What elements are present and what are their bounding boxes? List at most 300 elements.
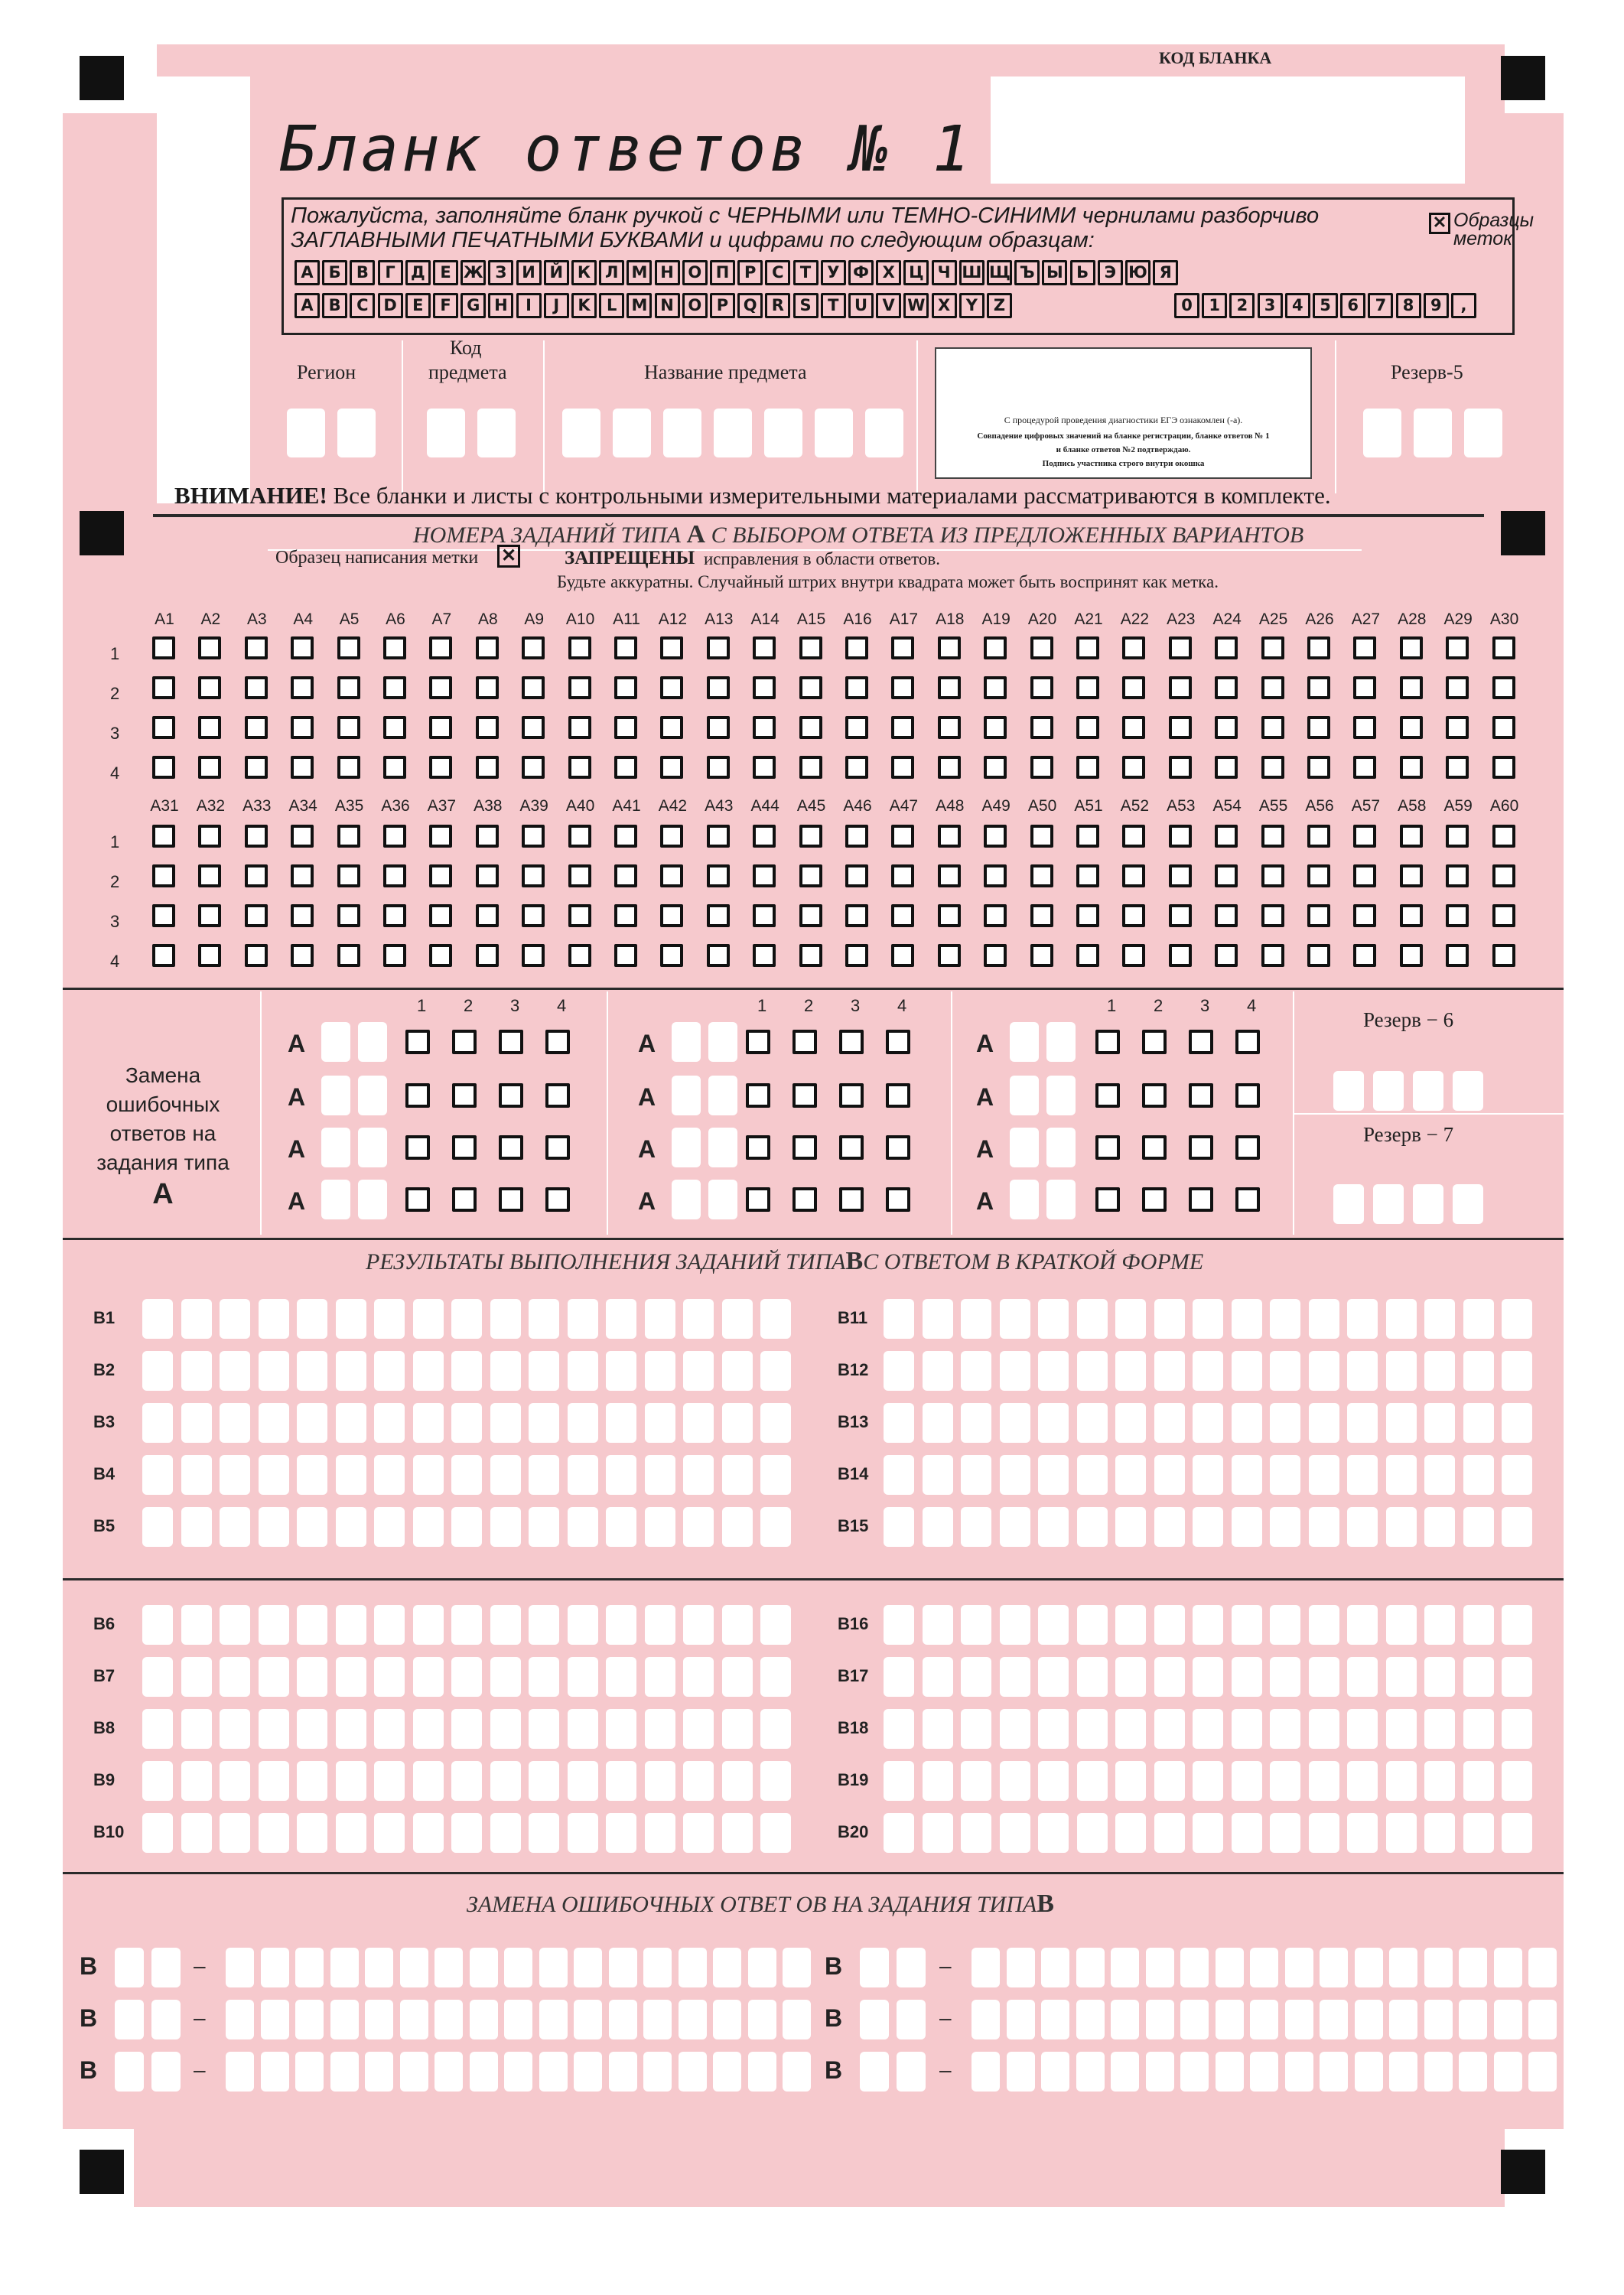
answer-cell[interactable] bbox=[645, 1455, 675, 1495]
answer-cell[interactable] bbox=[606, 1657, 636, 1697]
field-cell[interactable] bbox=[1464, 409, 1502, 457]
answer-checkbox[interactable] bbox=[984, 716, 1007, 739]
replace-b-answer-cell[interactable] bbox=[295, 2052, 324, 2092]
replace-b-answer-cell[interactable] bbox=[783, 2052, 811, 2092]
answer-cell[interactable] bbox=[490, 1657, 521, 1697]
replace-b-answer-cell[interactable] bbox=[1389, 2000, 1417, 2039]
answer-checkbox[interactable] bbox=[753, 864, 776, 887]
replace-a-cell[interactable] bbox=[321, 1180, 350, 1219]
replace-a-checkbox[interactable] bbox=[792, 1135, 817, 1160]
answer-checkbox[interactable] bbox=[984, 864, 1007, 887]
answer-checkbox[interactable] bbox=[1492, 636, 1515, 659]
answer-checkbox[interactable] bbox=[799, 825, 822, 848]
answer-cell[interactable] bbox=[568, 1813, 598, 1853]
answer-checkbox[interactable] bbox=[152, 825, 175, 848]
replace-b-answer-cell[interactable] bbox=[434, 2000, 463, 2039]
reserve-cell[interactable] bbox=[1413, 1184, 1443, 1224]
answer-cell[interactable] bbox=[336, 1507, 366, 1547]
replace-b-answer-cell[interactable] bbox=[1076, 2052, 1105, 2092]
answer-cell[interactable] bbox=[1232, 1351, 1262, 1391]
answer-cell[interactable] bbox=[884, 1351, 914, 1391]
answer-checkbox[interactable] bbox=[1353, 864, 1376, 887]
answer-checkbox[interactable] bbox=[660, 676, 683, 699]
answer-checkbox[interactable] bbox=[337, 636, 360, 659]
answer-cell[interactable] bbox=[1424, 1657, 1455, 1697]
answer-cell[interactable] bbox=[1502, 1657, 1532, 1697]
answer-checkbox[interactable] bbox=[198, 864, 221, 887]
answer-cell[interactable] bbox=[336, 1813, 366, 1853]
replace-a-checkbox[interactable] bbox=[499, 1030, 523, 1054]
answer-checkbox[interactable] bbox=[1030, 756, 1053, 779]
answer-checkbox[interactable] bbox=[1400, 825, 1423, 848]
answer-checkbox[interactable] bbox=[614, 825, 637, 848]
answer-cell[interactable] bbox=[181, 1455, 212, 1495]
replace-a-cell[interactable] bbox=[1046, 1128, 1076, 1167]
replace-a-checkbox[interactable] bbox=[792, 1187, 817, 1212]
answer-checkbox[interactable] bbox=[891, 716, 914, 739]
replace-b-answer-cell[interactable] bbox=[1424, 2052, 1453, 2092]
answer-cell[interactable] bbox=[1077, 1605, 1108, 1645]
answer-cell[interactable] bbox=[1154, 1351, 1185, 1391]
answer-cell[interactable] bbox=[259, 1455, 289, 1495]
answer-checkbox[interactable] bbox=[614, 636, 637, 659]
answer-checkbox[interactable] bbox=[753, 676, 776, 699]
answer-cell[interactable] bbox=[760, 1709, 791, 1749]
answer-cell[interactable] bbox=[606, 1605, 636, 1645]
answer-cell[interactable] bbox=[961, 1761, 991, 1801]
answer-cell[interactable] bbox=[923, 1813, 953, 1853]
answer-cell[interactable] bbox=[1193, 1299, 1223, 1339]
answer-cell[interactable] bbox=[1424, 1761, 1455, 1801]
answer-checkbox[interactable] bbox=[891, 944, 914, 967]
replace-b-task-cell[interactable] bbox=[897, 2000, 926, 2039]
answer-checkbox[interactable] bbox=[1215, 636, 1238, 659]
answer-cell[interactable] bbox=[1000, 1351, 1030, 1391]
answer-checkbox[interactable] bbox=[891, 825, 914, 848]
answer-cell[interactable] bbox=[259, 1813, 289, 1853]
answer-cell[interactable] bbox=[259, 1403, 289, 1443]
reserve-cell[interactable] bbox=[1333, 1071, 1364, 1111]
answer-cell[interactable] bbox=[1115, 1351, 1146, 1391]
replace-b-task-cell[interactable] bbox=[860, 2052, 889, 2092]
answer-cell[interactable] bbox=[374, 1299, 405, 1339]
answer-checkbox[interactable] bbox=[1492, 716, 1515, 739]
replace-b-answer-cell[interactable] bbox=[1389, 1948, 1417, 1987]
answer-cell[interactable] bbox=[1463, 1605, 1494, 1645]
answer-cell[interactable] bbox=[884, 1403, 914, 1443]
answer-checkbox[interactable] bbox=[1492, 864, 1515, 887]
answer-checkbox[interactable] bbox=[799, 676, 822, 699]
answer-checkbox[interactable] bbox=[1446, 944, 1469, 967]
answer-checkbox[interactable] bbox=[938, 944, 961, 967]
answer-cell[interactable] bbox=[1386, 1507, 1417, 1547]
answer-cell[interactable] bbox=[297, 1455, 327, 1495]
answer-cell[interactable] bbox=[142, 1403, 173, 1443]
answer-cell[interactable] bbox=[297, 1657, 327, 1697]
answer-checkbox[interactable] bbox=[291, 636, 314, 659]
answer-cell[interactable] bbox=[259, 1351, 289, 1391]
answer-cell[interactable] bbox=[1463, 1403, 1494, 1443]
answer-cell[interactable] bbox=[1386, 1605, 1417, 1645]
answer-cell[interactable] bbox=[1347, 1455, 1378, 1495]
answer-cell[interactable] bbox=[451, 1507, 482, 1547]
answer-checkbox[interactable] bbox=[152, 944, 175, 967]
field-cell[interactable] bbox=[1414, 409, 1452, 457]
answer-checkbox[interactable] bbox=[799, 716, 822, 739]
answer-checkbox[interactable] bbox=[1122, 756, 1145, 779]
replace-a-checkbox[interactable] bbox=[452, 1030, 477, 1054]
answer-cell[interactable] bbox=[490, 1455, 521, 1495]
answer-cell[interactable] bbox=[683, 1761, 714, 1801]
answer-cell[interactable] bbox=[297, 1507, 327, 1547]
replace-b-answer-cell[interactable] bbox=[679, 2000, 707, 2039]
answer-cell[interactable] bbox=[1115, 1657, 1146, 1697]
answer-checkbox[interactable] bbox=[1400, 944, 1423, 967]
answer-cell[interactable] bbox=[297, 1709, 327, 1749]
answer-cell[interactable] bbox=[1502, 1299, 1532, 1339]
answer-cell[interactable] bbox=[1386, 1709, 1417, 1749]
replace-a-checkbox[interactable] bbox=[1235, 1135, 1260, 1160]
answer-cell[interactable] bbox=[683, 1455, 714, 1495]
answer-cell[interactable] bbox=[1038, 1507, 1069, 1547]
answer-cell[interactable] bbox=[760, 1507, 791, 1547]
answer-checkbox[interactable] bbox=[337, 904, 360, 927]
answer-cell[interactable] bbox=[259, 1709, 289, 1749]
answer-cell[interactable] bbox=[220, 1455, 250, 1495]
replace-b-answer-cell[interactable] bbox=[1285, 2000, 1313, 2039]
replace-b-answer-cell[interactable] bbox=[1494, 2000, 1522, 2039]
answer-cell[interactable] bbox=[1077, 1761, 1108, 1801]
replace-a-cell[interactable] bbox=[1010, 1076, 1039, 1115]
answer-checkbox[interactable] bbox=[383, 636, 406, 659]
answer-cell[interactable] bbox=[1000, 1761, 1030, 1801]
answer-cell[interactable] bbox=[923, 1761, 953, 1801]
answer-cell[interactable] bbox=[1270, 1455, 1300, 1495]
answer-checkbox[interactable] bbox=[1122, 676, 1145, 699]
answer-cell[interactable] bbox=[1424, 1351, 1455, 1391]
answer-cell[interactable] bbox=[1038, 1455, 1069, 1495]
replace-b-answer-cell[interactable] bbox=[295, 2000, 324, 2039]
replace-b-answer-cell[interactable] bbox=[539, 2052, 568, 2092]
replace-b-answer-cell[interactable] bbox=[679, 1948, 707, 1987]
answer-cell[interactable] bbox=[181, 1813, 212, 1853]
answer-checkbox[interactable] bbox=[753, 756, 776, 779]
answer-cell[interactable] bbox=[568, 1507, 598, 1547]
answer-checkbox[interactable] bbox=[845, 756, 868, 779]
answer-checkbox[interactable] bbox=[291, 944, 314, 967]
replace-a-checkbox[interactable] bbox=[839, 1187, 864, 1212]
replace-a-cell[interactable] bbox=[708, 1128, 737, 1167]
answer-checkbox[interactable] bbox=[522, 636, 545, 659]
answer-cell[interactable] bbox=[645, 1605, 675, 1645]
answer-cell[interactable] bbox=[451, 1709, 482, 1749]
replace-b-task-cell[interactable] bbox=[115, 2000, 144, 2039]
answer-cell[interactable] bbox=[1502, 1761, 1532, 1801]
answer-cell[interactable] bbox=[1386, 1657, 1417, 1697]
answer-checkbox[interactable] bbox=[753, 904, 776, 927]
replace-a-cell[interactable] bbox=[672, 1180, 701, 1219]
answer-cell[interactable] bbox=[490, 1403, 521, 1443]
answer-cell[interactable] bbox=[760, 1813, 791, 1853]
answer-cell[interactable] bbox=[490, 1813, 521, 1853]
answer-cell[interactable] bbox=[1193, 1813, 1223, 1853]
answer-cell[interactable] bbox=[1463, 1657, 1494, 1697]
answer-checkbox[interactable] bbox=[660, 636, 683, 659]
answer-cell[interactable] bbox=[529, 1761, 559, 1801]
answer-checkbox[interactable] bbox=[1400, 716, 1423, 739]
answer-checkbox[interactable] bbox=[152, 904, 175, 927]
replace-a-checkbox[interactable] bbox=[499, 1135, 523, 1160]
answer-checkbox[interactable] bbox=[1261, 756, 1284, 779]
answer-cell[interactable] bbox=[1270, 1605, 1300, 1645]
answer-cell[interactable] bbox=[1000, 1455, 1030, 1495]
answer-checkbox[interactable] bbox=[429, 904, 452, 927]
answer-cell[interactable] bbox=[490, 1709, 521, 1749]
answer-checkbox[interactable] bbox=[245, 825, 268, 848]
answer-cell[interactable] bbox=[1270, 1813, 1300, 1853]
answer-cell[interactable] bbox=[220, 1507, 250, 1547]
answer-cell[interactable] bbox=[923, 1455, 953, 1495]
answer-checkbox[interactable] bbox=[1353, 676, 1376, 699]
replace-a-cell[interactable] bbox=[672, 1128, 701, 1167]
answer-cell[interactable] bbox=[923, 1605, 953, 1645]
replace-b-answer-cell[interactable] bbox=[971, 1948, 1000, 1987]
answer-checkbox[interactable] bbox=[337, 864, 360, 887]
replace-a-checkbox[interactable] bbox=[886, 1135, 910, 1160]
answer-checkbox[interactable] bbox=[1215, 944, 1238, 967]
answer-cell[interactable] bbox=[760, 1761, 791, 1801]
answer-cell[interactable] bbox=[923, 1351, 953, 1391]
answer-cell[interactable] bbox=[1270, 1709, 1300, 1749]
answer-checkbox[interactable] bbox=[476, 756, 499, 779]
answer-checkbox[interactable] bbox=[383, 904, 406, 927]
answer-cell[interactable] bbox=[568, 1351, 598, 1391]
replace-b-answer-cell[interactable] bbox=[1250, 2000, 1278, 2039]
answer-checkbox[interactable] bbox=[1076, 716, 1099, 739]
replace-a-checkbox[interactable] bbox=[1189, 1135, 1213, 1160]
answer-checkbox[interactable] bbox=[1261, 825, 1284, 848]
answer-checkbox[interactable] bbox=[1261, 716, 1284, 739]
answer-cell[interactable] bbox=[1347, 1403, 1378, 1443]
replace-a-cell[interactable] bbox=[321, 1128, 350, 1167]
replace-b-answer-cell[interactable] bbox=[713, 1948, 741, 1987]
answer-checkbox[interactable] bbox=[568, 756, 591, 779]
answer-checkbox[interactable] bbox=[1492, 944, 1515, 967]
answer-cell[interactable] bbox=[1193, 1507, 1223, 1547]
answer-cell[interactable] bbox=[1270, 1299, 1300, 1339]
answer-checkbox[interactable] bbox=[1076, 944, 1099, 967]
answer-cell[interactable] bbox=[181, 1605, 212, 1645]
replace-b-answer-cell[interactable] bbox=[1459, 2052, 1487, 2092]
replace-b-answer-cell[interactable] bbox=[748, 2052, 776, 2092]
answer-cell[interactable] bbox=[1232, 1761, 1262, 1801]
replace-b-answer-cell[interactable] bbox=[1180, 2000, 1209, 2039]
replace-b-answer-cell[interactable] bbox=[1285, 1948, 1313, 1987]
answer-cell[interactable] bbox=[374, 1605, 405, 1645]
replace-b-answer-cell[interactable] bbox=[470, 1948, 498, 1987]
answer-checkbox[interactable] bbox=[291, 716, 314, 739]
answer-cell[interactable] bbox=[1309, 1351, 1339, 1391]
reserve-cell[interactable] bbox=[1333, 1184, 1364, 1224]
answer-cell[interactable] bbox=[1309, 1813, 1339, 1853]
answer-cell[interactable] bbox=[1232, 1299, 1262, 1339]
answer-checkbox[interactable] bbox=[660, 904, 683, 927]
replace-b-answer-cell[interactable] bbox=[400, 2052, 428, 2092]
answer-cell[interactable] bbox=[1424, 1709, 1455, 1749]
replace-b-answer-cell[interactable] bbox=[1111, 2052, 1139, 2092]
answer-checkbox[interactable] bbox=[891, 864, 914, 887]
answer-cell[interactable] bbox=[451, 1761, 482, 1801]
replace-b-answer-cell[interactable] bbox=[1459, 2000, 1487, 2039]
replace-b-answer-cell[interactable] bbox=[1041, 1948, 1069, 1987]
replace-b-answer-cell[interactable] bbox=[609, 2052, 637, 2092]
replace-b-answer-cell[interactable] bbox=[1320, 2052, 1348, 2092]
replace-a-checkbox[interactable] bbox=[452, 1083, 477, 1108]
answer-checkbox[interactable] bbox=[245, 864, 268, 887]
replace-b-answer-cell[interactable] bbox=[261, 2052, 289, 2092]
answer-cell[interactable] bbox=[1115, 1403, 1146, 1443]
answer-checkbox[interactable] bbox=[1076, 636, 1099, 659]
answer-cell[interactable] bbox=[1386, 1299, 1417, 1339]
replace-b-answer-cell[interactable] bbox=[226, 2052, 254, 2092]
replace-a-checkbox[interactable] bbox=[405, 1030, 430, 1054]
answer-cell[interactable] bbox=[606, 1403, 636, 1443]
answer-cell[interactable] bbox=[568, 1605, 598, 1645]
answer-checkbox[interactable] bbox=[1122, 864, 1145, 887]
replace-b-answer-cell[interactable] bbox=[1076, 2000, 1105, 2039]
answer-checkbox[interactable] bbox=[1492, 825, 1515, 848]
replace-a-cell[interactable] bbox=[1046, 1022, 1076, 1062]
answer-checkbox[interactable] bbox=[476, 944, 499, 967]
answer-cell[interactable] bbox=[220, 1299, 250, 1339]
answer-cell[interactable] bbox=[1232, 1813, 1262, 1853]
answer-cell[interactable] bbox=[490, 1605, 521, 1645]
answer-checkbox[interactable] bbox=[799, 904, 822, 927]
answer-cell[interactable] bbox=[722, 1299, 753, 1339]
answer-cell[interactable] bbox=[1077, 1813, 1108, 1853]
answer-checkbox[interactable] bbox=[1169, 825, 1192, 848]
answer-cell[interactable] bbox=[568, 1455, 598, 1495]
answer-checkbox[interactable] bbox=[152, 756, 175, 779]
answer-checkbox[interactable] bbox=[1076, 825, 1099, 848]
replace-a-checkbox[interactable] bbox=[1142, 1135, 1167, 1160]
field-cell[interactable] bbox=[477, 409, 516, 457]
answer-cell[interactable] bbox=[451, 1455, 482, 1495]
replace-a-checkbox[interactable] bbox=[1189, 1083, 1213, 1108]
answer-cell[interactable] bbox=[220, 1605, 250, 1645]
reserve-cell[interactable] bbox=[1373, 1184, 1404, 1224]
answer-cell[interactable] bbox=[1115, 1455, 1146, 1495]
answer-cell[interactable] bbox=[645, 1507, 675, 1547]
answer-cell[interactable] bbox=[722, 1351, 753, 1391]
replace-a-checkbox[interactable] bbox=[1095, 1083, 1120, 1108]
answer-checkbox[interactable] bbox=[198, 676, 221, 699]
answer-cell[interactable] bbox=[568, 1657, 598, 1697]
answer-checkbox[interactable] bbox=[660, 716, 683, 739]
replace-b-answer-cell[interactable] bbox=[1007, 1948, 1035, 1987]
answer-cell[interactable] bbox=[1115, 1761, 1146, 1801]
replace-b-answer-cell[interactable] bbox=[1146, 1948, 1174, 1987]
replace-b-task-cell[interactable] bbox=[860, 1948, 889, 1987]
answer-cell[interactable] bbox=[529, 1403, 559, 1443]
answer-checkbox[interactable] bbox=[1215, 756, 1238, 779]
answer-cell[interactable] bbox=[529, 1507, 559, 1547]
answer-cell[interactable] bbox=[884, 1299, 914, 1339]
replace-a-checkbox[interactable] bbox=[746, 1187, 770, 1212]
answer-cell[interactable] bbox=[259, 1299, 289, 1339]
answer-cell[interactable] bbox=[413, 1299, 444, 1339]
answer-cell[interactable] bbox=[1077, 1351, 1108, 1391]
answer-checkbox[interactable] bbox=[383, 825, 406, 848]
replace-b-answer-cell[interactable] bbox=[1424, 2000, 1453, 2039]
answer-checkbox[interactable] bbox=[476, 676, 499, 699]
answer-checkbox[interactable] bbox=[753, 944, 776, 967]
answer-cell[interactable] bbox=[142, 1657, 173, 1697]
answer-cell[interactable] bbox=[336, 1455, 366, 1495]
answer-cell[interactable] bbox=[606, 1351, 636, 1391]
answer-checkbox[interactable] bbox=[845, 676, 868, 699]
replace-b-answer-cell[interactable] bbox=[295, 1948, 324, 1987]
answer-cell[interactable] bbox=[142, 1507, 173, 1547]
replace-a-checkbox[interactable] bbox=[746, 1083, 770, 1108]
replace-a-cell[interactable] bbox=[1010, 1022, 1039, 1062]
answer-cell[interactable] bbox=[142, 1351, 173, 1391]
answer-cell[interactable] bbox=[413, 1403, 444, 1443]
answer-cell[interactable] bbox=[142, 1709, 173, 1749]
replace-a-cell[interactable] bbox=[358, 1022, 387, 1062]
answer-checkbox[interactable] bbox=[522, 825, 545, 848]
answer-cell[interactable] bbox=[1502, 1455, 1532, 1495]
answer-checkbox[interactable] bbox=[1261, 944, 1284, 967]
answer-cell[interactable] bbox=[1347, 1657, 1378, 1697]
replace-a-checkbox[interactable] bbox=[839, 1030, 864, 1054]
answer-cell[interactable] bbox=[1115, 1813, 1146, 1853]
answer-checkbox[interactable] bbox=[614, 904, 637, 927]
replace-a-checkbox[interactable] bbox=[1142, 1083, 1167, 1108]
answer-cell[interactable] bbox=[1077, 1455, 1108, 1495]
answer-checkbox[interactable] bbox=[1030, 825, 1053, 848]
answer-cell[interactable] bbox=[722, 1709, 753, 1749]
replace-b-answer-cell[interactable] bbox=[609, 2000, 637, 2039]
answer-cell[interactable] bbox=[413, 1507, 444, 1547]
answer-cell[interactable] bbox=[1309, 1299, 1339, 1339]
answer-checkbox[interactable] bbox=[1122, 716, 1145, 739]
answer-cell[interactable] bbox=[1154, 1657, 1185, 1697]
answer-cell[interactable] bbox=[683, 1605, 714, 1645]
replace-b-answer-cell[interactable] bbox=[1216, 2052, 1244, 2092]
answer-cell[interactable] bbox=[181, 1299, 212, 1339]
field-cell[interactable] bbox=[865, 409, 903, 457]
answer-cell[interactable] bbox=[961, 1709, 991, 1749]
answer-cell[interactable] bbox=[1038, 1605, 1069, 1645]
answer-checkbox[interactable] bbox=[1169, 864, 1192, 887]
replace-b-answer-cell[interactable] bbox=[1320, 1948, 1348, 1987]
answer-cell[interactable] bbox=[1038, 1657, 1069, 1697]
field-cell[interactable] bbox=[1363, 409, 1401, 457]
answer-cell[interactable] bbox=[1424, 1605, 1455, 1645]
answer-checkbox[interactable] bbox=[614, 944, 637, 967]
answer-cell[interactable] bbox=[884, 1507, 914, 1547]
answer-cell[interactable] bbox=[297, 1813, 327, 1853]
answer-cell[interactable] bbox=[181, 1761, 212, 1801]
answer-cell[interactable] bbox=[142, 1455, 173, 1495]
answer-cell[interactable] bbox=[1000, 1605, 1030, 1645]
replace-b-task-cell[interactable] bbox=[860, 2000, 889, 2039]
answer-cell[interactable] bbox=[529, 1455, 559, 1495]
answer-checkbox[interactable] bbox=[938, 825, 961, 848]
answer-cell[interactable] bbox=[1270, 1403, 1300, 1443]
answer-cell[interactable] bbox=[1502, 1351, 1532, 1391]
